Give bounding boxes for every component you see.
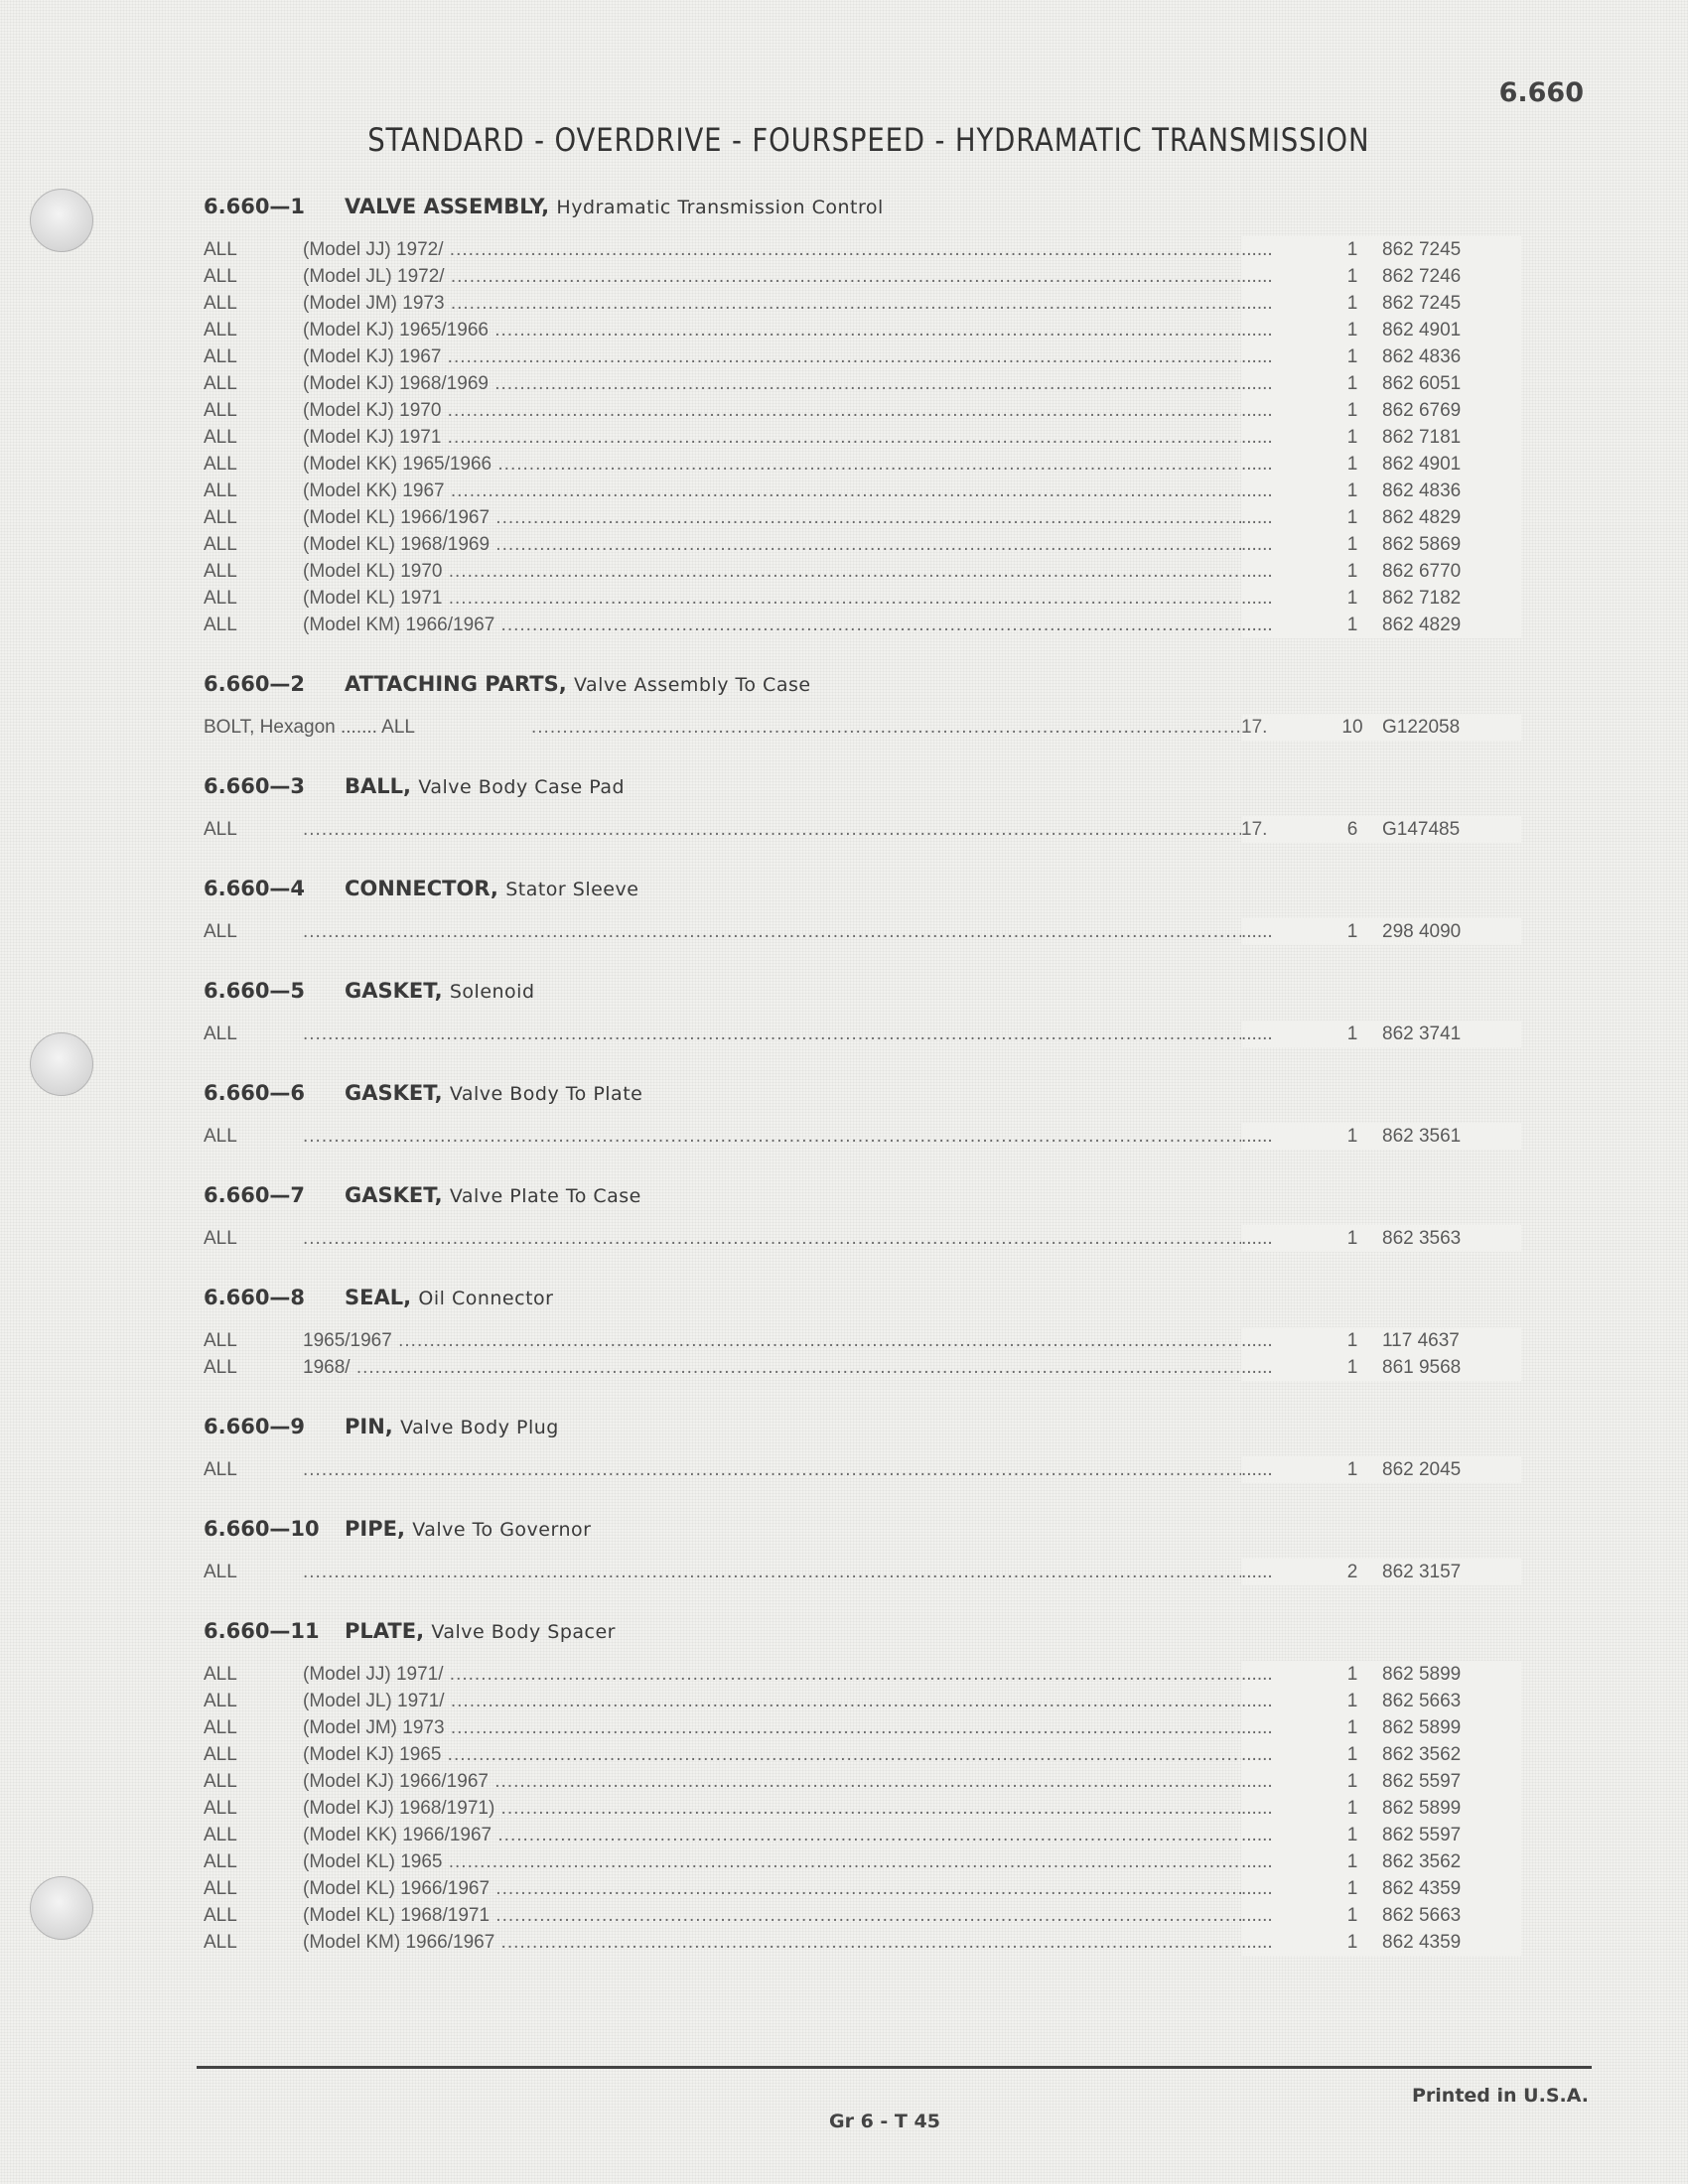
table-row [204, 1741, 1514, 1768]
table-row [204, 1354, 1514, 1381]
model-year-cell: (Model KM) 1966/1967 ..... [303, 1929, 1405, 1956]
quantity-cell: 1 [1323, 397, 1382, 424]
section-part-name: CONNECTOR, [345, 877, 498, 900]
parts-section [204, 1613, 1514, 1956]
section-heading [204, 1409, 1514, 1444]
model-year-cell: (Model KJ) 1965 ..... [303, 1741, 1405, 1768]
section-number: 6.660—3 [204, 774, 306, 798]
table-row [204, 1327, 1514, 1354]
application-cell: ALL [204, 400, 237, 421]
table-row [204, 1795, 1514, 1822]
section-description: Valve To Governor [412, 1519, 592, 1541]
table-row [204, 816, 1514, 843]
section-number: 6.660—9 [204, 1415, 306, 1438]
table-row [204, 918, 1514, 945]
part-number-cell: 862 5597 [1382, 1822, 1521, 1848]
table-row [204, 451, 1514, 478]
application-cell: ALL [204, 1825, 237, 1845]
reference-cell: ...... [1241, 343, 1323, 370]
table-row [204, 1456, 1514, 1483]
part-number-cell: 117 4637 [1382, 1327, 1521, 1354]
model-year-cell: (Model KK) 1966/1967 ..... [303, 1822, 1405, 1848]
application-cell: ALL [204, 427, 237, 448]
model-year-cell: (Model JJ) 1972/ ..... [303, 236, 1405, 263]
part-number-cell: 862 5899 [1382, 1661, 1521, 1688]
reference-cell: ...... [1241, 918, 1323, 945]
reference-cell: ...... [1241, 1123, 1323, 1150]
reference-cell: ...... [1241, 1661, 1323, 1688]
reference-cell: 17. [1241, 714, 1323, 741]
application-cell: ALL [204, 588, 237, 609]
part-number-cell: G122058 [1382, 714, 1521, 741]
part-number-cell: 862 3563 [1382, 1225, 1521, 1252]
application-cell: ALL [204, 1744, 237, 1765]
parts-section [204, 1409, 1514, 1483]
model-year-cell: (Model KL) 1966/1967 ..... [303, 504, 1405, 531]
reference-cell: ...... [1241, 290, 1323, 317]
reference-cell: ...... [1241, 1929, 1323, 1956]
table-row [204, 1021, 1514, 1047]
quantity-cell: 1 [1323, 1875, 1382, 1902]
application-cell: ALL [204, 1126, 237, 1147]
table-row [204, 397, 1514, 424]
part-number-cell: 862 5663 [1382, 1902, 1521, 1929]
model-year-cell: (Model KJ) 1966/1967 ..... [303, 1768, 1405, 1795]
reference-cell: ...... [1241, 1795, 1323, 1822]
reference-cell: ...... [1241, 612, 1323, 638]
reference-cell: ...... [1241, 317, 1323, 343]
parts-section [204, 1280, 1514, 1381]
quantity-cell: 1 [1323, 1354, 1382, 1381]
footer-divider [197, 2066, 1592, 2069]
section-heading [204, 1075, 1514, 1111]
part-number-cell: 298 4090 [1382, 918, 1521, 945]
printed-in-note: Printed in U.S.A. [1412, 2085, 1589, 2107]
section-number: 6.660—8 [204, 1286, 306, 1309]
reference-cell: ...... [1241, 451, 1323, 478]
reference-cell: ...... [1241, 1021, 1323, 1047]
part-number-cell: 862 4901 [1382, 317, 1521, 343]
table-row [204, 343, 1514, 370]
part-number-cell: 862 4836 [1382, 478, 1521, 504]
quantity-cell: 1 [1323, 290, 1382, 317]
section-number: 6.660—4 [204, 877, 306, 900]
quantity-cell: 1 [1323, 504, 1382, 531]
quantity-cell: 1 [1323, 1714, 1382, 1741]
application-cell: ALL [204, 320, 237, 341]
part-number-cell: 862 4359 [1382, 1875, 1521, 1902]
part-number-cell: 862 5869 [1382, 531, 1521, 558]
section-description: Valve Plate To Case [449, 1185, 641, 1207]
parts-section [204, 1511, 1514, 1585]
application-cell: ALL [204, 1798, 237, 1819]
application-cell: ALL [204, 1878, 237, 1899]
table-row [204, 714, 1514, 741]
model-year-cell [303, 1456, 1405, 1483]
section-description: Solenoid [449, 981, 535, 1003]
model-year-cell: (Model KM) 1966/1967 ..... [303, 612, 1405, 638]
quantity-cell: 1 [1323, 1929, 1382, 1956]
section-number: 6.660—7 [204, 1183, 306, 1207]
quantity-cell: 1 [1323, 370, 1382, 397]
table-row [204, 478, 1514, 504]
model-year-cell: (Model KJ) 1967 ..... [303, 343, 1405, 370]
application-cell: ALL [204, 1691, 237, 1711]
part-number-cell: 862 5899 [1382, 1714, 1521, 1741]
model-year-cell: (Model KL) 1968/1969 ..... [303, 531, 1405, 558]
application-cell: ALL [204, 346, 237, 367]
model-year-cell: (Model JL) 1972/ ..... [303, 263, 1405, 290]
application-cell: ALL [204, 819, 237, 840]
model-year-cell: (Model KL) 1968/1971 ..... [303, 1902, 1405, 1929]
parts-section [204, 768, 1514, 843]
page-number: 6.660 [1498, 77, 1584, 108]
quantity-cell: 1 [1323, 1327, 1382, 1354]
part-number-cell: 862 7181 [1382, 424, 1521, 451]
application-cell: ALL [204, 373, 237, 394]
model-year-cell: (Model KL) 1970 ..... [303, 558, 1405, 585]
reference-cell: ...... [1241, 370, 1323, 397]
application-cell: ALL [204, 507, 237, 528]
section-heading [204, 189, 1514, 224]
table-row [204, 1688, 1514, 1714]
page-title: STANDARD - OVERDRIVE - FOURSPEED - HYDRAMATIC TRANSMISSION [367, 121, 1370, 159]
model-year-cell: (Model KJ) 1971 ..... [303, 424, 1405, 451]
model-year-cell [303, 1559, 1405, 1585]
quantity-cell: 10 [1323, 714, 1382, 741]
part-number-cell: 862 3562 [1382, 1848, 1521, 1875]
quantity-cell: 1 [1323, 612, 1382, 638]
section-part-name: GASKET, [345, 1183, 443, 1207]
application-cell: ALL [204, 266, 237, 287]
quantity-cell: 1 [1323, 1123, 1382, 1150]
section-part-name: SEAL, [345, 1286, 412, 1309]
reference-cell: ...... [1241, 263, 1323, 290]
section-description: Hydramatic Transmission Control [556, 197, 884, 218]
quantity-cell: 2 [1323, 1559, 1382, 1585]
reference-cell: ...... [1241, 1875, 1323, 1902]
application-cell: ALL [204, 1771, 237, 1792]
reference-cell: ...... [1241, 478, 1323, 504]
quantity-cell: 1 [1323, 451, 1382, 478]
reference-cell: ...... [1241, 504, 1323, 531]
model-year-cell: (Model KJ) 1968/1969 ..... [303, 370, 1405, 397]
section-description: Valve Body Spacer [431, 1621, 616, 1643]
quantity-cell: 6 [1323, 816, 1382, 843]
model-year-cell: (Model KK) 1967 ..... [303, 478, 1405, 504]
quantity-cell: 1 [1323, 263, 1382, 290]
reference-cell: ...... [1241, 1768, 1323, 1795]
model-year-cell [303, 918, 1405, 945]
quantity-cell: 1 [1323, 343, 1382, 370]
application-cell: ALL [204, 239, 237, 260]
reference-cell: 17. [1241, 816, 1323, 843]
parts-section [204, 1177, 1514, 1252]
model-year-cell: 1965/1967 ..... [303, 1327, 1405, 1354]
quantity-cell: 1 [1323, 1688, 1382, 1714]
section-number: 6.660—11 [204, 1619, 320, 1643]
application-cell: ALL [204, 921, 237, 942]
section-heading [204, 1511, 1514, 1547]
section-heading [204, 666, 1514, 702]
part-number-cell: G147485 [1382, 816, 1521, 843]
table-row [204, 263, 1514, 290]
table-row [204, 1902, 1514, 1929]
table-row [204, 290, 1514, 317]
part-number-cell: 862 7246 [1382, 263, 1521, 290]
quantity-cell: 1 [1323, 1661, 1382, 1688]
quantity-cell: 1 [1323, 236, 1382, 263]
reference-cell: ...... [1241, 1714, 1323, 1741]
parts-section [204, 189, 1514, 638]
table-row [204, 1822, 1514, 1848]
model-year-cell: (Model KK) 1965/1966 ..... [303, 451, 1405, 478]
application-cell: ALL [204, 614, 237, 635]
reference-cell: ...... [1241, 1225, 1323, 1252]
quantity-cell: 1 [1323, 1848, 1382, 1875]
quantity-cell: 1 [1323, 531, 1382, 558]
application-cell: ALL [204, 1330, 237, 1351]
table-row [204, 1225, 1514, 1252]
application-cell: ALL [204, 1664, 237, 1685]
table-row [204, 1848, 1514, 1875]
section-description: Valve Body Case Pad [418, 776, 626, 798]
part-number-cell: 862 4829 [1382, 612, 1521, 638]
parts-section [204, 666, 1514, 741]
section-heading [204, 1280, 1514, 1315]
model-year-cell: (Model KL) 1971 ..... [303, 585, 1405, 612]
table-row [204, 1929, 1514, 1956]
model-year-cell: (Model KJ) 1965/1966 ..... [303, 317, 1405, 343]
table-row [204, 1875, 1514, 1902]
section-part-name: VALVE ASSEMBLY, [345, 195, 550, 218]
application-cell: ALL [204, 293, 237, 314]
quantity-cell: 1 [1323, 558, 1382, 585]
table-row [204, 317, 1514, 343]
application-cell: ALL [204, 1024, 237, 1044]
part-number-cell: 862 7182 [1382, 585, 1521, 612]
binder-hole-top [30, 189, 93, 252]
reference-cell: ...... [1241, 1354, 1323, 1381]
parts-section [204, 1075, 1514, 1150]
part-number-cell: 862 5663 [1382, 1688, 1521, 1714]
quantity-cell: 1 [1323, 585, 1382, 612]
part-number-cell: 862 4359 [1382, 1929, 1521, 1956]
table-row [204, 585, 1514, 612]
section-number: 6.660—6 [204, 1081, 306, 1105]
quantity-cell: 1 [1323, 1741, 1382, 1768]
binder-hole-bottom [30, 1876, 93, 1940]
table-row [204, 1714, 1514, 1741]
parts-section [204, 973, 1514, 1047]
reference-cell: ...... [1241, 558, 1323, 585]
model-year-cell: (Model JJ) 1971/ ..... [303, 1661, 1405, 1688]
section-heading [204, 871, 1514, 906]
section-number: 6.660—10 [204, 1517, 320, 1541]
section-description: Valve Body Plug [400, 1417, 559, 1438]
group-reference: Gr 6 - T 45 [829, 2111, 940, 2132]
quantity-cell: 1 [1323, 1902, 1382, 1929]
quantity-cell: 1 [1323, 1225, 1382, 1252]
section-part-name: BALL, [345, 774, 411, 798]
reference-cell: ...... [1241, 236, 1323, 263]
section-description: Valve Assembly To Case [573, 674, 811, 696]
quantity-cell: 1 [1323, 424, 1382, 451]
quantity-cell: 1 [1323, 1822, 1382, 1848]
application-cell: ALL [204, 1717, 237, 1738]
section-description: Valve Body To Plate [449, 1083, 643, 1105]
section-heading [204, 973, 1514, 1009]
part-number-cell: 862 5899 [1382, 1795, 1521, 1822]
table-row [204, 1661, 1514, 1688]
part-number-cell: 862 5597 [1382, 1768, 1521, 1795]
quantity-cell: 1 [1323, 918, 1382, 945]
part-number-cell: 862 3561 [1382, 1123, 1521, 1150]
model-year-cell [303, 1225, 1405, 1252]
part-number-cell: 862 6769 [1382, 397, 1521, 424]
section-part-name: PLATE, [345, 1619, 425, 1643]
section-part-name: GASKET, [345, 979, 443, 1003]
part-number-cell: 862 7245 [1382, 290, 1521, 317]
section-description: Stator Sleeve [505, 879, 639, 900]
application-cell: BOLT, Hexagon ....... ALL [204, 717, 415, 738]
application-cell: ALL [204, 1562, 237, 1582]
section-description: Oil Connector [418, 1288, 554, 1309]
table-row [204, 236, 1514, 263]
part-number-cell: 862 6051 [1382, 370, 1521, 397]
model-year-cell: (Model KJ) 1968/1971) ..... [303, 1795, 1405, 1822]
part-number-cell: 862 3157 [1382, 1559, 1521, 1585]
section-number: 6.660—1 [204, 195, 306, 218]
part-number-cell: 862 4901 [1382, 451, 1521, 478]
part-number-cell: 861 9568 [1382, 1354, 1521, 1381]
application-cell: ALL [204, 480, 237, 501]
reference-cell: ...... [1241, 1822, 1323, 1848]
part-number-cell: 862 7245 [1382, 236, 1521, 263]
application-cell: ALL [204, 1228, 237, 1249]
table-row [204, 370, 1514, 397]
application-cell: ALL [204, 561, 237, 582]
table-row [204, 1123, 1514, 1150]
reference-cell: ...... [1241, 1741, 1323, 1768]
application-cell: ALL [204, 454, 237, 475]
part-number-cell: 862 4836 [1382, 343, 1521, 370]
part-number-cell: 862 3741 [1382, 1021, 1521, 1047]
part-number-cell: 862 2045 [1382, 1456, 1521, 1483]
reference-cell: ...... [1241, 1848, 1323, 1875]
table-row [204, 612, 1514, 638]
section-heading [204, 768, 1514, 804]
model-year-cell: (Model JL) 1971/ ..... [303, 1688, 1405, 1714]
parts-section [204, 871, 1514, 945]
model-year-cell: (Model JM) 1973 ..... [303, 1714, 1405, 1741]
quantity-cell: 1 [1323, 478, 1382, 504]
binder-hole-middle [30, 1032, 93, 1096]
quantity-cell: 1 [1323, 1768, 1382, 1795]
parts-list [204, 189, 1514, 1983]
table-row [204, 1559, 1514, 1585]
model-year-cell: 1968/ ..... [303, 1354, 1405, 1381]
quantity-cell: 1 [1323, 317, 1382, 343]
section-part-name: ATTACHING PARTS, [345, 672, 567, 696]
quantity-cell: 1 [1323, 1021, 1382, 1047]
quantity-cell: 1 [1323, 1456, 1382, 1483]
table-row [204, 1768, 1514, 1795]
model-year-cell: (Model KJ) 1970 ..... [303, 397, 1405, 424]
reference-cell: ...... [1241, 585, 1323, 612]
table-row [204, 424, 1514, 451]
model-year-cell [303, 1021, 1405, 1047]
section-heading [204, 1613, 1514, 1649]
reference-cell: ...... [1241, 531, 1323, 558]
application-cell: ALL [204, 1357, 237, 1378]
application-cell: ALL [204, 1851, 237, 1872]
reference-cell: ...... [1241, 1559, 1323, 1585]
section-heading [204, 1177, 1514, 1213]
reference-cell: ...... [1241, 1688, 1323, 1714]
application-cell: ALL [204, 1932, 237, 1953]
part-number-cell: 862 3562 [1382, 1741, 1521, 1768]
application-cell: ALL [204, 534, 237, 555]
reference-cell: ...... [1241, 1456, 1323, 1483]
reference-cell: ...... [1241, 424, 1323, 451]
model-year-cell [303, 1123, 1405, 1150]
application-cell: ALL [204, 1905, 237, 1926]
model-year-cell [303, 816, 1405, 843]
part-number-cell: 862 6770 [1382, 558, 1521, 585]
table-row [204, 504, 1514, 531]
reference-cell: ...... [1241, 1327, 1323, 1354]
table-row [204, 531, 1514, 558]
reference-cell: ...... [1241, 1902, 1323, 1929]
application-cell: ALL [204, 1459, 237, 1480]
section-part-name: PIN, [345, 1415, 393, 1438]
model-year-cell: (Model JM) 1973 ..... [303, 290, 1405, 317]
section-part-name: GASKET, [345, 1081, 443, 1105]
section-number: 6.660—5 [204, 979, 306, 1003]
part-number-cell: 862 4829 [1382, 504, 1521, 531]
section-number: 6.660—2 [204, 672, 306, 696]
table-row [204, 558, 1514, 585]
model-year-cell: (Model KL) 1965 ..... [303, 1848, 1405, 1875]
quantity-cell: 1 [1323, 1795, 1382, 1822]
reference-cell: ...... [1241, 397, 1323, 424]
section-part-name: PIPE, [345, 1517, 405, 1541]
model-year-cell: (Model KL) 1966/1967 ..... [303, 1875, 1405, 1902]
